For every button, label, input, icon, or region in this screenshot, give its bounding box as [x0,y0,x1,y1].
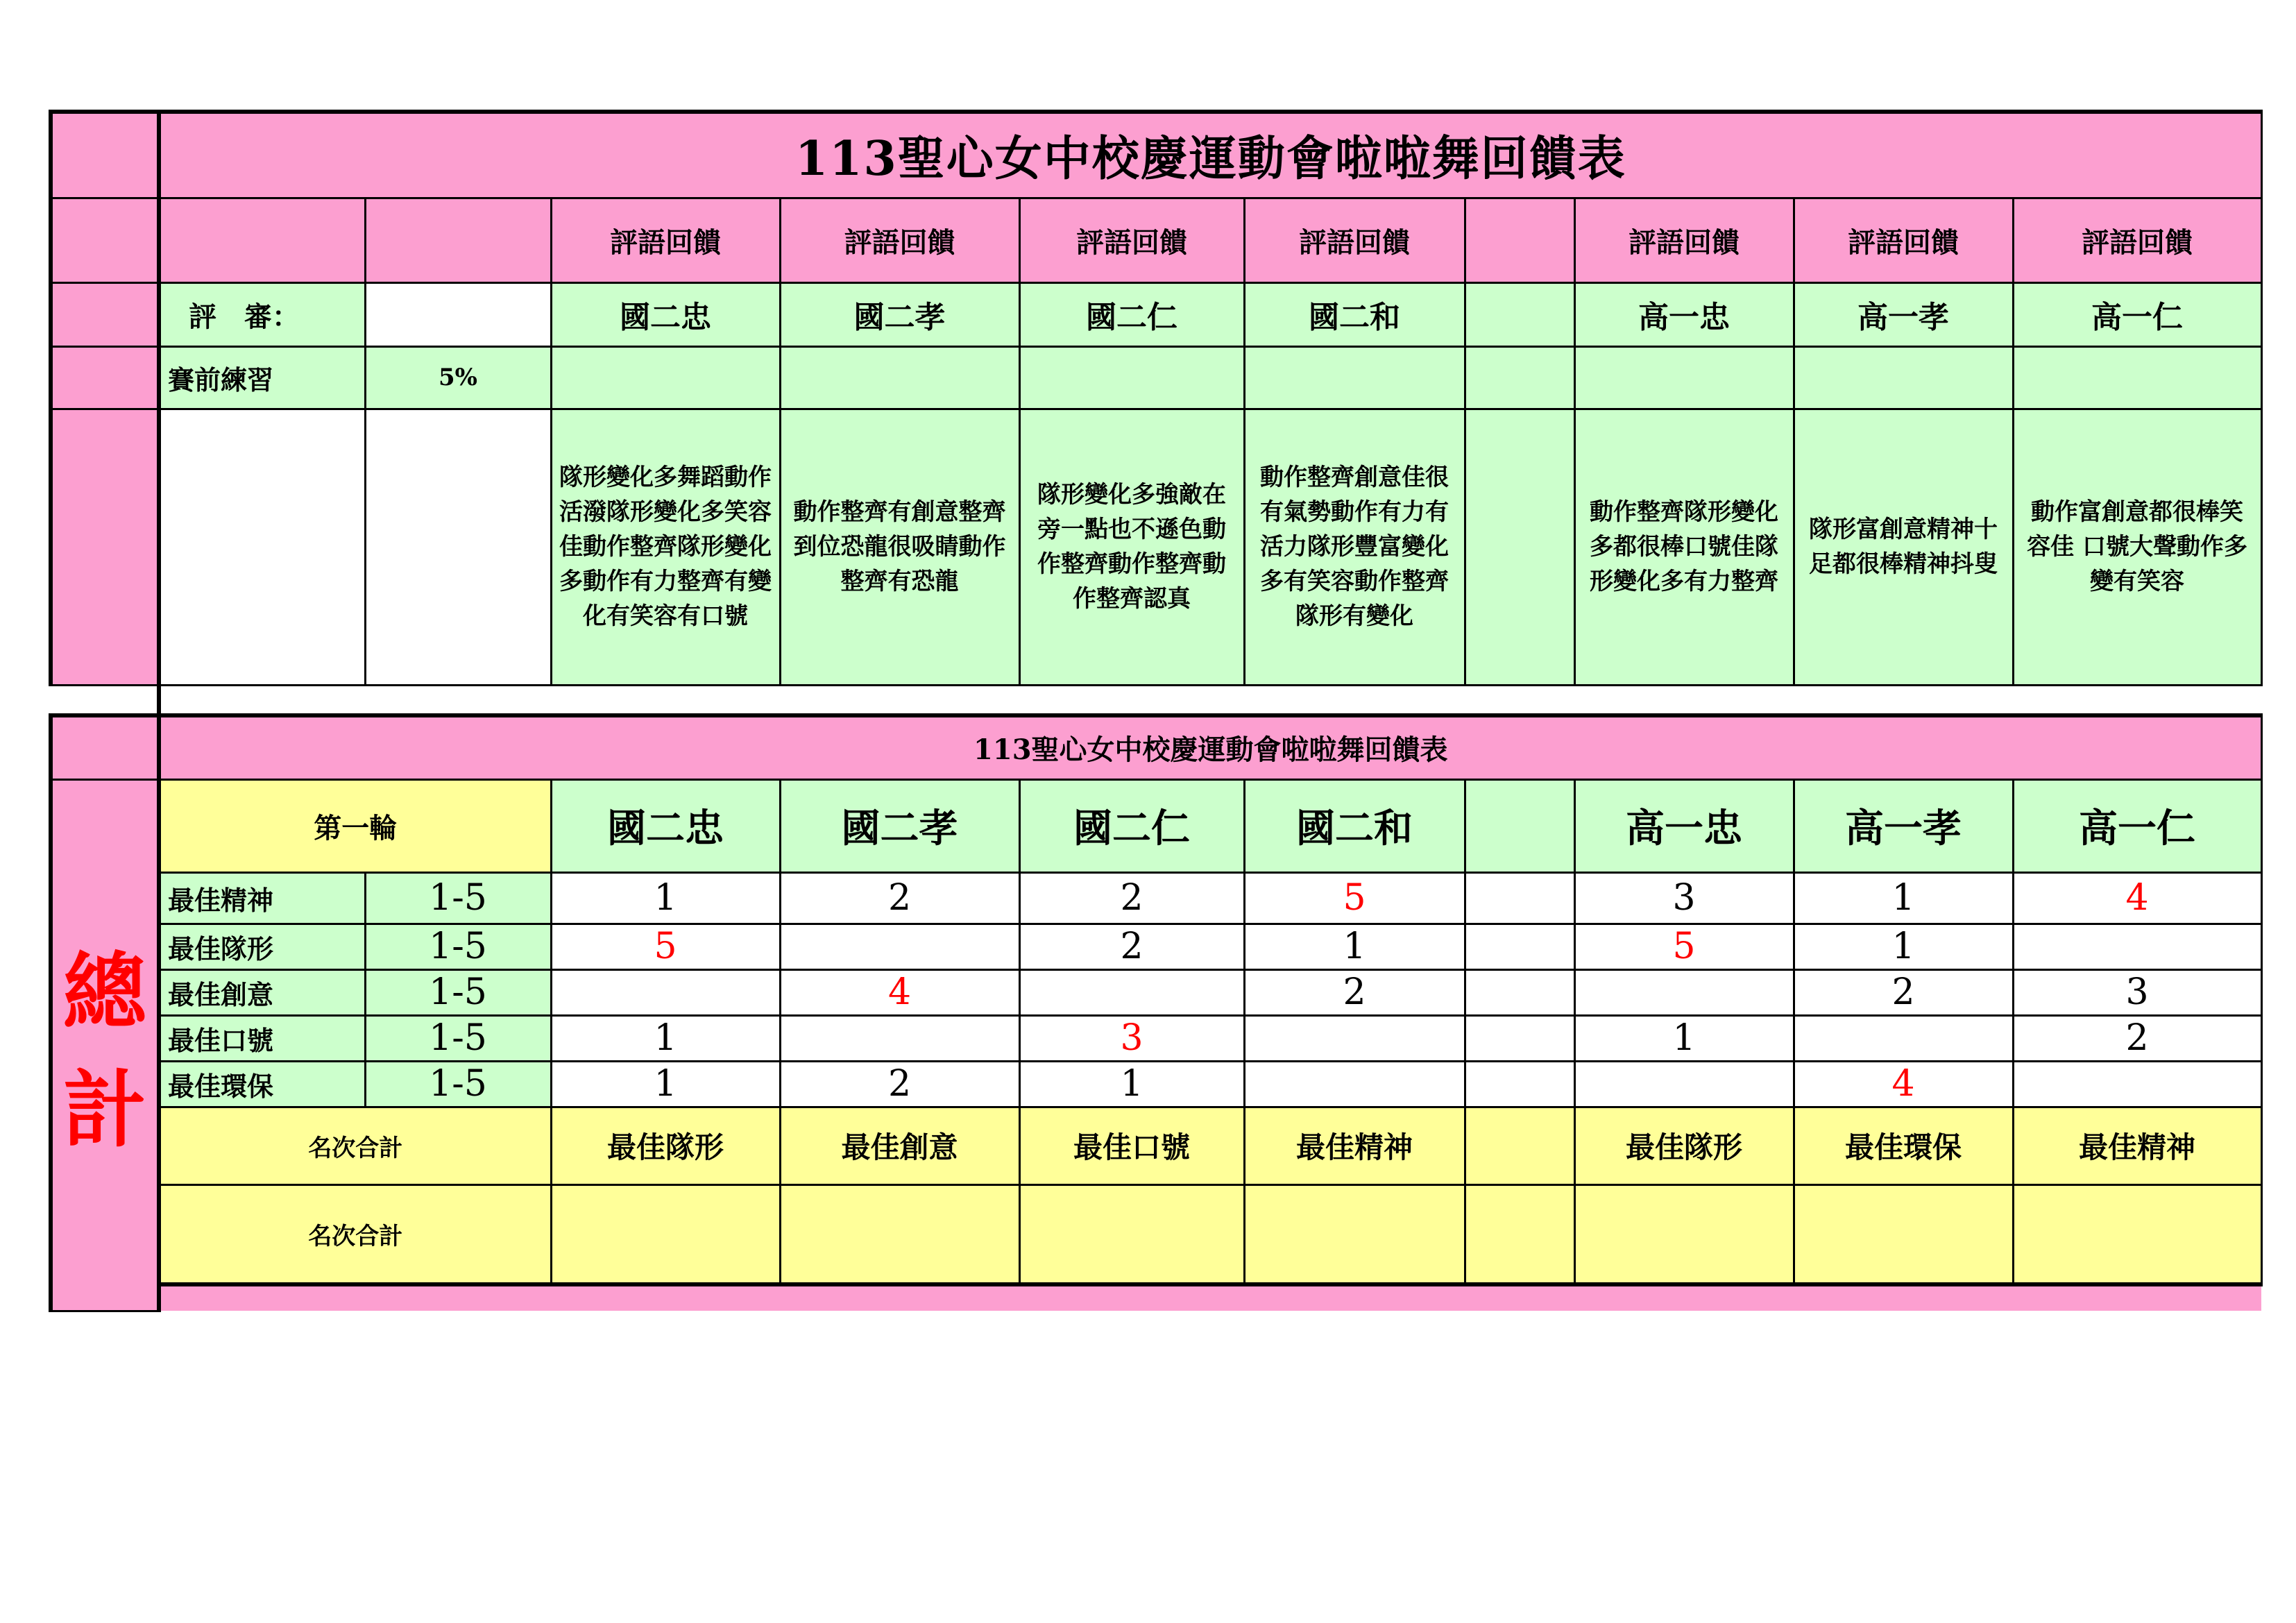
score-cell[interactable]: 2 [1019,872,1244,924]
class-name [1465,282,1574,346]
score-cell[interactable] [780,924,1019,969]
feedback-header: 評語回饋 [551,198,780,282]
score-cell[interactable] [551,969,780,1015]
award-cell: 最佳精神 [1244,1107,1465,1184]
side-cell [51,409,159,685]
blank-cell [1465,198,1574,282]
score-cell[interactable] [2013,924,2261,969]
score-cell[interactable]: 4 [2013,872,2261,924]
score-cell[interactable]: 3 [2013,969,2261,1015]
class-name: 國二仁 [1019,282,1244,346]
score-cell[interactable]: 5 [551,924,780,969]
score-cell[interactable]: 5 [1244,872,1465,924]
class-name: 國二和 [1244,779,1465,872]
score-cell[interactable] [1244,1061,1465,1107]
comment-cell: 隊形變化多舞蹈動作活潑隊形變化多笑容佳動作整齊隊形變化多動作有力整齊有變化有笑容有口號 [551,409,780,685]
class-name: 高一仁 [2013,282,2261,346]
award-cell: 最佳口號 [1019,1107,1244,1184]
class-name: 國二孝 [780,779,1019,872]
class-name: 高一忠 [1574,282,1794,346]
corner-cell [51,112,159,198]
category-label: 最佳隊形 [159,924,365,969]
class-name: 國二忠 [551,779,780,872]
award-cell: 最佳創意 [780,1107,1019,1184]
score-cell[interactable] [1465,872,1574,924]
rank-total-cell[interactable] [780,1184,1019,1284]
feedback-header: 評語回饋 [1794,198,2013,282]
class-name: 高一孝 [1794,282,2013,346]
total-char-1: 總 [63,942,146,1041]
comment-cell: 隊形富創意精神十足都很棒精神抖叟 [1794,409,2013,685]
score-cell[interactable]: 2 [1019,924,1244,969]
class-name: 高一孝 [1794,779,2013,872]
total-char-2: 計 [63,1060,146,1159]
score-cell[interactable] [1465,969,1574,1015]
class-name: 高一忠 [1574,779,1794,872]
comment-cell: 動作富創意都很棒笑容佳 口號大聲動作多變有笑容 [2013,409,2261,685]
category-label: 最佳環保 [159,1061,365,1107]
practice-cell [551,346,780,409]
score-cell[interactable]: 2 [1794,969,2013,1015]
feedback-header: 評語回饋 [780,198,1019,282]
judge-label: 評 審： [159,282,365,346]
feedback-header: 評語回饋 [1244,198,1465,282]
side-cell [51,346,159,409]
rank-total-cell[interactable] [1465,1184,1574,1284]
score-row [51,924,2261,969]
practice-cell [1244,346,1465,409]
rank-total-cell[interactable] [1574,1184,1794,1284]
score-cell[interactable] [1574,1061,1794,1107]
score-cell[interactable]: 3 [1019,1015,1244,1061]
round-label: 第一輪 [159,779,551,872]
blank-cell [365,198,551,282]
spacer [159,685,2261,715]
class-name: 國二孝 [780,282,1019,346]
score-cell[interactable]: 1 [551,872,780,924]
practice-cell [1465,346,1574,409]
comment-cell: 動作整齊創意佳很有氣勢動作有力有活力隊形豐富變化多有笑容動作整齊隊形有變化 [1244,409,1465,685]
score-row [51,1015,2261,1061]
page-title: 113聖心女中校慶運動會啦啦舞回饋表 [159,112,2261,198]
section-title: 113聖心女中校慶運動會啦啦舞回饋表 [159,715,2261,779]
blank-cell [159,198,365,282]
score-row [51,1061,2261,1107]
category-range: 1-5 [365,924,551,969]
award-cell: 最佳隊形 [551,1107,780,1184]
side-cell [51,282,159,346]
score-cell[interactable]: 2 [780,1061,1019,1107]
rank-total-cell[interactable] [1794,1184,2013,1284]
score-cell[interactable] [1574,969,1794,1015]
rank-label: 名次合計 [159,1107,551,1184]
class-name: 國二忠 [551,282,780,346]
score-cell[interactable] [1794,1015,2013,1061]
award-cell: 最佳環保 [1794,1107,2013,1184]
rank-total-cell[interactable] [551,1184,780,1284]
score-cell[interactable] [780,1015,1019,1061]
score-cell[interactable]: 5 [1574,924,1794,969]
category-label: 最佳精神 [159,872,365,924]
score-cell[interactable] [1465,1015,1574,1061]
score-cell[interactable] [1244,1015,1465,1061]
practice-label: 賽前練習 [159,346,365,409]
feedback-sheet [49,110,2259,1312]
feedback-header: 評語回饋 [2013,198,2261,282]
rank-total-cell[interactable] [1019,1184,1244,1284]
score-row [51,872,2261,924]
score-cell[interactable]: 4 [780,969,1019,1015]
award-cell: 最佳精神 [2013,1107,2261,1184]
category-label: 最佳創意 [159,969,365,1015]
class-name: 國二仁 [1019,779,1244,872]
score-cell[interactable]: 1 [1574,1015,1794,1061]
practice-cell [1794,346,2013,409]
score-cell[interactable]: 3 [1574,872,1794,924]
score-cell[interactable] [1019,969,1244,1015]
award-cell [1465,1107,1574,1184]
practice-cell [1019,346,1244,409]
rank-total-cell[interactable] [1244,1184,1465,1284]
category-label: 最佳口號 [159,1015,365,1061]
rank-total-cell[interactable] [2013,1184,2261,1284]
category-range: 1-5 [365,872,551,924]
score-cell[interactable]: 1 [1244,924,1465,969]
category-range: 1-5 [365,1015,551,1061]
score-cell[interactable]: 1 [551,1061,780,1107]
score-cell[interactable]: 2 [2013,1015,2261,1061]
score-cell[interactable]: 1 [1019,1061,1244,1107]
comment-cell: 隊形變化多強敵在旁一點也不遜色動作整齊動作整齊動作整齊認真 [1019,409,1244,685]
class-name: 國二和 [1244,282,1465,346]
class-name [1465,779,1574,872]
class-name: 高一仁 [2013,779,2261,872]
spacer [51,685,159,715]
judge-name-field[interactable] [365,282,551,346]
practice-cell [780,346,1019,409]
side-cell [51,715,159,779]
score-row [51,969,2261,1015]
comment-cell [1465,409,1574,685]
score-cell[interactable]: 2 [1244,969,1465,1015]
feedback-header: 評語回饋 [1574,198,1794,282]
feedback-header: 評語回饋 [1019,198,1244,282]
category-range: 1-5 [365,1061,551,1107]
score-cell[interactable]: 1 [551,1015,780,1061]
score-cell[interactable] [2013,1061,2261,1107]
comment-cell: 動作整齊有創意整齊到位恐龍很吸睛動作整齊有恐龍 [780,409,1019,685]
comment-cell: 動作整齊隊形變化多都很棒口號佳隊形變化多有力整齊 [1574,409,1794,685]
score-cell[interactable]: 4 [1794,1061,2013,1107]
score-cell[interactable]: 2 [780,872,1019,924]
side-cell [51,198,159,282]
practice-cell [1574,346,1794,409]
score-cell[interactable] [1465,924,1574,969]
practice-weight: 5% [365,346,551,409]
blank-cell [159,409,365,685]
award-cell: 最佳隊形 [1574,1107,1794,1184]
total-label [51,779,159,1311]
blank-cell [365,409,551,685]
practice-cell [2013,346,2261,409]
rank-label-2: 名次合計 [159,1184,551,1284]
score-cell[interactable]: 1 [1794,872,2013,924]
score-cell[interactable] [1465,1061,1574,1107]
category-range: 1-5 [365,969,551,1015]
score-cell[interactable]: 1 [1794,924,2013,969]
bottom-strip [159,1284,2261,1311]
feedback-table [49,110,2263,1312]
